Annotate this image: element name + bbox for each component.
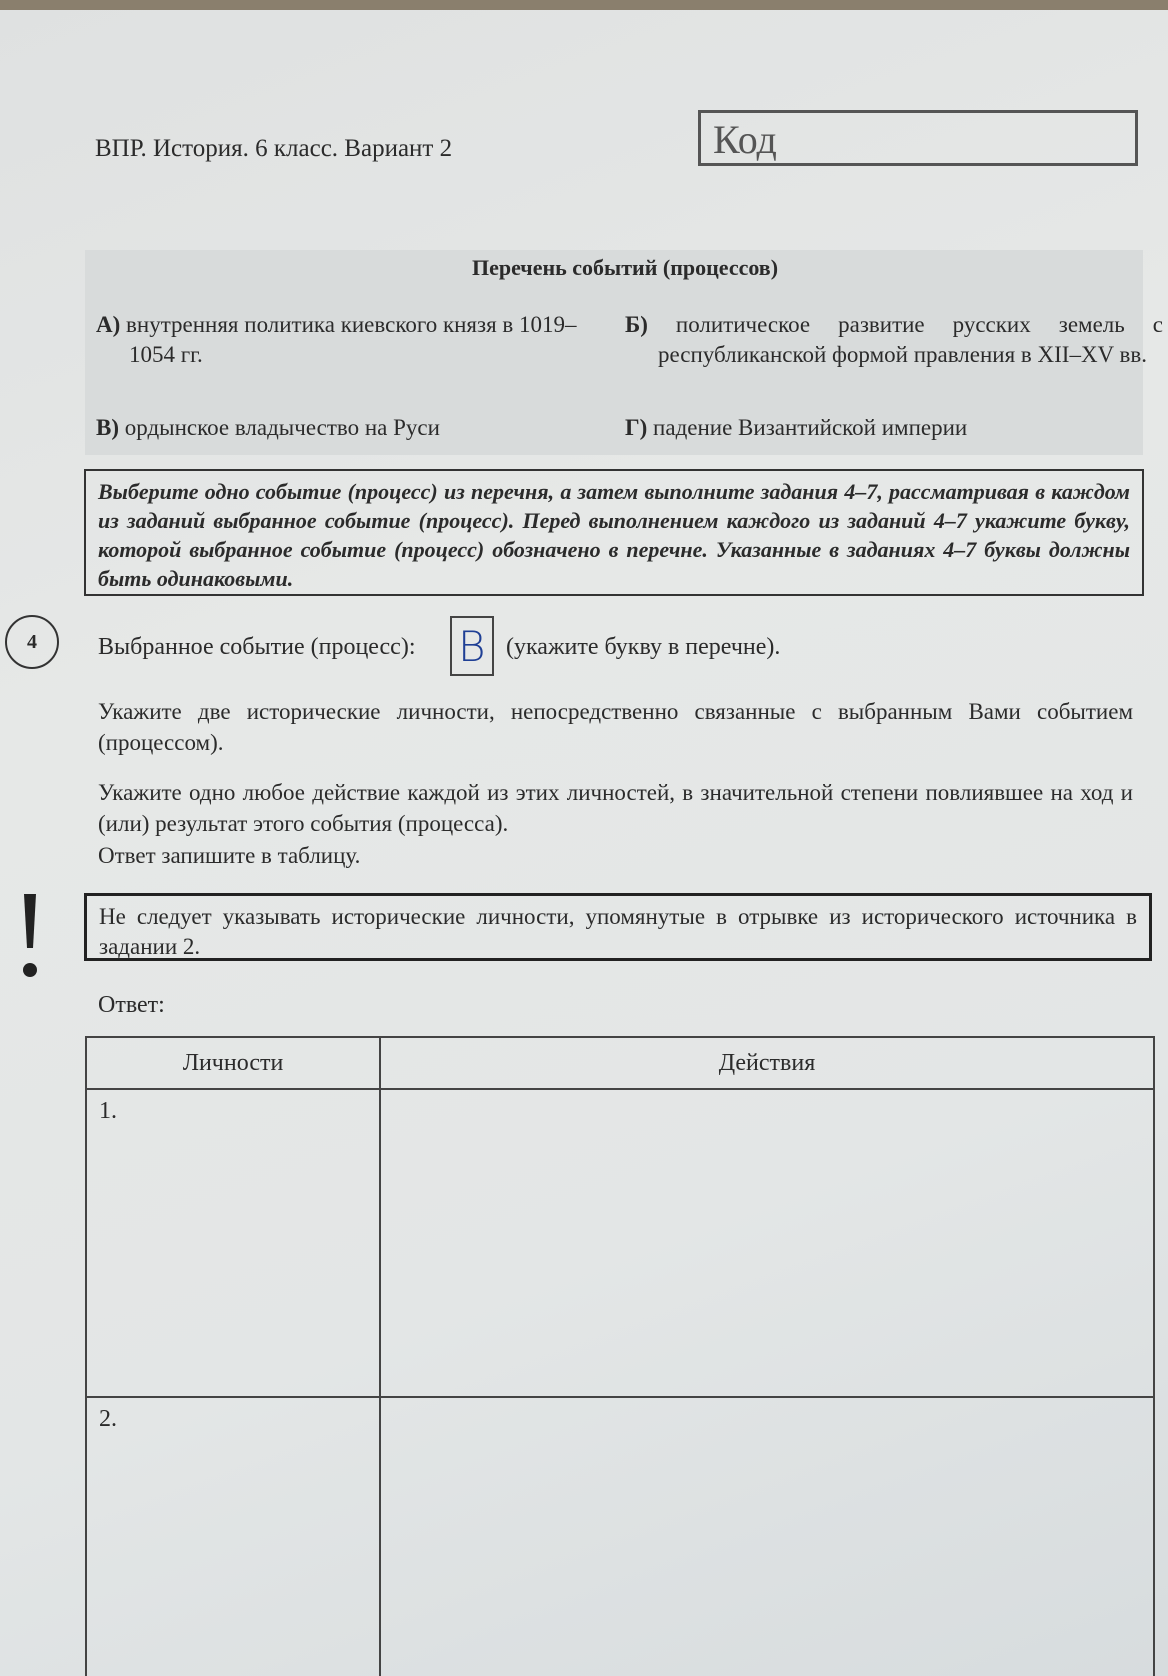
event-text: ордынское владычество на Руси [124,415,440,440]
task-number: 4 [5,615,59,669]
event-item-b [625,310,1163,370]
chosen-letter: В [458,622,486,671]
row-number: 1. [99,1098,117,1124]
instructions-box: Выберите одно событие (процесс) из перечня, а затем выполните задания 4–7, рассматривая в каждом из заданий выбранное событие (процесс). Перед выполнением каждого из заданий 4–7 укажите букву, которой выбранное событие (процесс) обозначено в перечне. Указанные в заданиях 4–7 буквы должны быть одинаковыми. [84,469,1144,596]
task-paragraph: Ответ запишите в таблицу. [98,843,361,868]
event-letter: Б) [625,312,648,337]
column-header-persons: Личности [86,1037,380,1089]
column-header-actions: Действия [380,1037,1154,1089]
action-cell[interactable] [380,1397,1154,1676]
page-title: ВПР. История. 6 класс. Вариант 2 [95,135,453,162]
answer-label: Ответ: [98,992,165,1018]
action-cell[interactable] [380,1089,1154,1397]
event-item-v [96,413,596,443]
event-text: политическое развитие русских земель с республиканской формой правления в XII–XV вв. [658,312,1163,367]
code-label: Код [713,117,777,162]
code-field[interactable] [698,110,1138,166]
answer-table [85,1036,1155,1676]
event-item-a [96,310,609,370]
event-text: падение Византийской империи [653,415,968,440]
exclamation-icon [18,890,42,980]
person-cell[interactable] [86,1089,380,1397]
event-list-title: Перечень событий (процессов) [471,255,779,280]
chosen-letter-box[interactable] [450,616,494,676]
event-item-g [625,413,1125,443]
warning-box: Не следует указывать исторические личности, упомянутые в отрывке из исторического источника в задании 2. [84,893,1152,961]
task-paragraph: Укажите одно любое действие каждой из этих личностей, в значительной степени повлиявшее на ход и (или) результат этого события (процесса). [98,780,1133,836]
table-row [86,1089,1154,1397]
event-letter: А) [96,312,121,337]
person-cell[interactable] [86,1397,380,1676]
choice-hint: (укажите букву в перечне). [506,634,781,660]
event-text: внутренняя политика киевского князя в 1019–1054 гг. [126,312,577,367]
event-letter: Г) [625,415,648,440]
event-letter: В) [96,415,119,440]
task-paragraph: Укажите две исторические личности, непосредственно связанные с выбранным Вами событием (процессом). [98,699,1133,755]
table-row [86,1397,1154,1676]
exam-sheet [0,10,1168,1676]
choice-label: Выбранное событие (процесс): [98,634,416,660]
row-number: 2. [99,1406,117,1432]
